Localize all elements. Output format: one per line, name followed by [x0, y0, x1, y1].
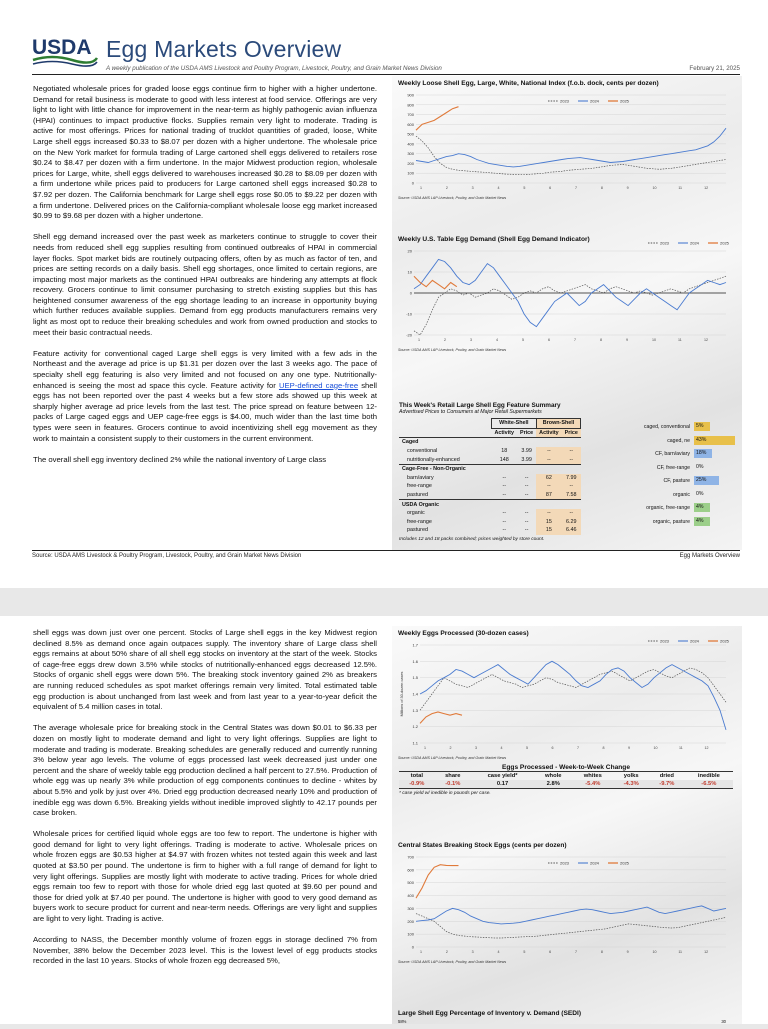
- header-rule: [32, 74, 740, 75]
- column-header: dried: [659, 773, 674, 779]
- x-tick-label: 10: [653, 746, 658, 750]
- x-tick-label: 2: [449, 746, 452, 750]
- cell-w-act: --: [502, 474, 507, 481]
- share-row: [612, 462, 740, 476]
- legend-label: 2025: [720, 240, 729, 246]
- legend-label: 2025: [720, 638, 729, 644]
- column-header: Activity: [492, 428, 517, 438]
- share-label: organic: [672, 491, 690, 498]
- share-value-bar: 5%: [694, 422, 710, 431]
- x-tick-label: 4: [496, 338, 498, 342]
- page-footer: [32, 553, 740, 559]
- share-label: caged, ne: [667, 437, 690, 444]
- table-row: [399, 447, 581, 456]
- chart-demand-indicator: [398, 236, 732, 352]
- cell-b-act: --: [536, 482, 561, 491]
- y-tick-label: 0: [411, 180, 414, 186]
- legend-label: 2024: [590, 98, 599, 104]
- x-tick-label: 6: [549, 186, 552, 190]
- x-tick-label: 5: [523, 186, 526, 190]
- y-tick-label: 1.3: [412, 707, 418, 713]
- feature-table: [399, 418, 581, 535]
- x-tick-label: 2: [445, 950, 448, 954]
- footer-rule: [32, 550, 740, 551]
- share-row: [612, 421, 740, 435]
- cell-w-pr: 3.99: [521, 448, 532, 455]
- cell-w-act: --: [502, 510, 507, 517]
- cell-b-pr: 7.58: [562, 491, 581, 500]
- paragraph-demand: Shell egg demand increased over the past week as marketers continue to struggle to cover their needs from reduced shell egg supplies resulting from continued outbreaks of HPAI in commercial layer flocks. Spot market bids are routinely outpacing offers, often by as much as factor of ten, and prices are setting records on a daily basis. Shell egg shortages, once limited to certain regions, are impacting most major markets as the continued HPAI outbreaks are hindering any attempts at flock recovery. Grocers continue to limit consumer purchasing to stretch existing supplies but this has heightened consumer awareness of the egg shortage leading to an increase in opportunity buying which further reduces available supplies. Demand from egg products manufacturers remains very light as most opt to reduce their breaking schedules and work from owned production and stocks to meet their basic contractual needs.: [33, 232, 377, 337]
- chart-title: Weekly U.S. Table Egg Demand (Shell Egg Demand Indicator): [398, 236, 590, 243]
- group-label: Cage-Free - Non-Organic: [399, 464, 581, 473]
- page-two: [0, 616, 768, 1024]
- x-tick-label: 11: [678, 338, 682, 342]
- y-tick-label: 300: [407, 905, 414, 911]
- legend-label: 2024: [690, 638, 699, 644]
- change-value: -0.9%: [409, 781, 425, 787]
- chart-loose-index: [398, 80, 732, 200]
- y-tick-label: 200: [407, 160, 414, 166]
- column-header: whites: [583, 773, 602, 779]
- uep-cage-free-link[interactable]: UEP-defined cage-free: [278, 380, 359, 390]
- share-label: organic, pasture: [652, 518, 690, 525]
- brown-shell-header: Brown-Shell: [536, 419, 581, 429]
- y-tick-label: 500: [407, 131, 414, 137]
- y-tick-label: -10: [406, 311, 412, 317]
- table-row: [399, 509, 581, 518]
- x-tick-label: 11: [679, 746, 683, 750]
- chart-breaking-stock: [398, 842, 732, 964]
- cell-w-act: --: [502, 518, 507, 525]
- cell-b-act: 62: [536, 474, 561, 483]
- table-row: [399, 482, 581, 491]
- share-label: CF, barn/aviary: [655, 451, 690, 457]
- chart-title: Weekly Loose Shell Egg, Large, White, National Index (f.o.b. dock, cents per dozen): [398, 80, 659, 87]
- chart-title: Large Shell Egg Percentage of Inventory v. Demand (SEDI): [398, 1010, 582, 1017]
- cell-b-pr: --: [562, 455, 581, 464]
- cell-name: free-range: [407, 518, 432, 525]
- x-tick-label: 9: [626, 950, 629, 954]
- usda-logo: [32, 34, 98, 68]
- processed-change-title: Eggs Processed - Week-to-Week Change: [501, 764, 630, 771]
- processed-change: [399, 764, 733, 796]
- share-value-bar: 25%: [694, 476, 719, 485]
- share-label: organic, free-range: [646, 505, 690, 511]
- x-tick-label: 6: [548, 338, 550, 342]
- x-tick-label: 4: [497, 186, 500, 190]
- y-tick-label: 1.6: [412, 658, 418, 664]
- y-tick-label: 20: [407, 248, 412, 254]
- x-tick-label: 7: [574, 338, 576, 342]
- share-label: CF, free-range: [656, 464, 690, 471]
- sedi-y-label: 58%: [398, 1019, 407, 1024]
- cell-name: pastured: [407, 492, 428, 499]
- processed-change-note: * case yield w/ inedible in pounds per case.: [399, 791, 491, 796]
- y-tick-label: 600: [407, 867, 414, 873]
- y-tick-label: 1.2: [412, 724, 418, 730]
- x-tick-label: 1: [420, 950, 422, 954]
- cell-w-pr: --: [524, 483, 529, 490]
- legend-label: 2025: [620, 98, 629, 104]
- cell-w-act: 18: [501, 448, 508, 455]
- y-tick-label: 500: [407, 880, 414, 886]
- cell-name: nutritionally-enhanced: [407, 456, 460, 463]
- cell-name: conventional: [407, 448, 438, 455]
- y-tick-label: 100: [407, 170, 414, 176]
- x-tick-label: 1: [424, 746, 426, 750]
- legend-label: 2023: [560, 860, 569, 866]
- legend-label: 2024: [590, 860, 599, 866]
- x-tick-label: 12: [704, 186, 709, 190]
- share-value-bar: 18%: [694, 449, 712, 458]
- column-header: total: [410, 773, 423, 779]
- x-tick-label: 8: [600, 950, 603, 954]
- share-row: [612, 475, 740, 489]
- series-line-2025: [416, 107, 459, 131]
- x-tick-label: 4: [497, 950, 500, 954]
- cell-w-pr: 3.99: [521, 456, 532, 463]
- feature-note: Includes 12 and 18 packs combined; prices weighted by store count.: [399, 536, 545, 542]
- share-value-bar: 0%: [696, 490, 704, 497]
- report-header: [32, 34, 740, 74]
- cell-b-pr: --: [562, 447, 581, 456]
- change-value: -6.5%: [701, 781, 717, 787]
- x-tick-label: 3: [470, 338, 472, 342]
- feature-subtitle: Advertised Prices to Consumers at Major Retail Supermarkets: [399, 409, 542, 415]
- column-header: yolks: [623, 773, 639, 779]
- cell-b-act: 87: [536, 491, 561, 500]
- x-tick-label: 12: [704, 950, 709, 954]
- cell-w-pr: --: [524, 518, 529, 525]
- legend-label: 2023: [660, 638, 669, 644]
- y-tick-label: 100: [407, 931, 414, 937]
- white-shell-header: White-Shell: [492, 419, 537, 429]
- paragraph-products: Wholesale prices for certified liquid whole eggs are too few to report. The undertone is higher with good demand for light to very light offerings. Trading is moderate to active. Wholesale prices on whole frozen eggs are $0.53 higher at $4.97 with frozen whites not tested again this week and last quoted at $3.50 per pound. The undertone is firm to higher with a full range of demand for light to very light offerings. Supplies are mostly light with moderate to active trading. Prices for whole dried eggs remain too few to report with those for whole dried egg last quoted at $9.60 per pound and those for dried yolk at $7.40 per pound. The undertone is higher with good to very good demand as buyers work to secure product for current and near-term needs. Offerings are very light and supplies are light to very light. Trading is active.: [33, 829, 377, 924]
- series-line-2023: [416, 136, 726, 175]
- x-tick-label: 10: [652, 338, 656, 342]
- feature-title: This Week's Retail Large Shell Egg Feature Summary: [399, 402, 561, 409]
- cell-b-pr: 7.99: [562, 474, 581, 483]
- table-row: [399, 455, 581, 464]
- change-value: -9.7%: [659, 781, 675, 787]
- feature-share-bars: [612, 421, 740, 529]
- x-tick-label: 8: [600, 186, 603, 190]
- cell-b-pr: --: [562, 482, 581, 491]
- legend-label: 2023: [660, 240, 669, 246]
- paragraph-breaking: The average wholesale price for breaking stock in the Central States was down $0.01 to $6.33 per dozen on mostly light to moderate demand and light to very light offerings. Supplies are light to moderate and trading is moderate. Breaking schedules are generally reduced and currently running 3% below year ago levels. The volume of eggs processed last week decreased just under one percent and the share of weekly table egg production declined a half percent to 27.5%. Production of whole egg was up nearly 3% while production of egg components continues to decline - whites by about 5.5% and yolk by just over 4%. Dried egg production decreased nearly 10% and production of inedible egg was down 6.5%. Breaking yields without inedible improved slightly to 42.17 pounds per case broken.: [33, 723, 377, 818]
- chart-source: Source: USDA AMS L&P Livestock, Poultry, and Grain Market News: [398, 196, 507, 200]
- cell-b-act: --: [536, 509, 561, 518]
- x-tick-label: 12: [704, 338, 708, 342]
- cell-w-act: --: [502, 483, 507, 490]
- x-tick-label: 7: [575, 950, 577, 954]
- loose-index-plot: [398, 89, 732, 191]
- y-axis-label: Millions of 30-dozen cases: [400, 671, 404, 717]
- group-label: Caged: [399, 438, 581, 447]
- report-date: February 21, 2025: [689, 65, 740, 72]
- report-title: Egg Markets Overview: [106, 36, 342, 62]
- share-value-bar: 43%: [694, 436, 735, 445]
- y-tick-label: 1.5: [412, 675, 418, 681]
- x-tick-label: 10: [652, 950, 657, 954]
- paragraph-stocks: shell eggs was down just over one percent. Stocks of Large shell eggs in the key Midwest region declined 8.5% as demand once again outpaces supply. The inventory share of Large class shell eggs remains at about 50% share of all shell egg stocks on inventory at the start of the week. Stocks of cage-free eggs drew down 3.5% while stocks of nutritionally-enhanced eggs decreased 12.5%. Stocks of organic shell eggs were down 5%. The breaking stock inventory gained 2% as breakers are running reduced schedules as spot market offerings remain very limited. Total estimated table egg production is about unchanged from last week and from last year to a year-to-year deficit the equivalent of 5.4 million cases in total.: [33, 628, 377, 712]
- series-line-2023: [420, 668, 726, 710]
- series-line-2023: [414, 276, 726, 335]
- x-tick-label: 12: [704, 746, 709, 750]
- cell-name: pastured: [407, 527, 428, 534]
- share-row: [612, 516, 740, 530]
- x-tick-label: 9: [626, 186, 629, 190]
- y-tick-label: 700: [407, 854, 414, 860]
- x-tick-label: 6: [549, 950, 552, 954]
- y-tick-label: 1.4: [412, 691, 418, 697]
- page-two-text: [33, 628, 377, 978]
- chart-source: Source: USDA AMS L&P Livestock, Poultry, and Grain Market News: [398, 756, 507, 760]
- eggs-processed-plot: [398, 639, 732, 751]
- x-tick-label: 6: [551, 746, 554, 750]
- change-value: 2.8%: [546, 781, 560, 787]
- cell-name: free-range: [407, 483, 432, 490]
- x-tick-label: 8: [602, 746, 605, 750]
- cell-b-act: 15: [536, 518, 561, 527]
- y-tick-label: 1.1: [412, 740, 418, 746]
- column-header: case yield*: [487, 773, 518, 779]
- column-header: whole: [545, 773, 562, 779]
- cell-w-pr: --: [524, 510, 529, 517]
- cell-b-pr: 6.46: [562, 526, 581, 535]
- x-tick-label: 2: [444, 338, 446, 342]
- processed-change-table: [399, 771, 733, 789]
- x-tick-label: 4: [500, 746, 503, 750]
- share-value-bar: 0%: [696, 463, 704, 470]
- chart-sedi: [398, 1010, 732, 1029]
- cell-b-act: --: [536, 447, 561, 456]
- x-tick-label: 7: [577, 746, 579, 750]
- x-tick-label: 9: [626, 338, 628, 342]
- change-value: 0.17: [496, 781, 509, 787]
- y-tick-label: 0: [409, 290, 412, 296]
- cell-w-pr: --: [524, 474, 529, 481]
- share-value-bar: 4%: [694, 503, 710, 512]
- cell-name: organic: [407, 510, 425, 517]
- group-label: USDA Organic: [399, 500, 581, 509]
- change-value: -0.1%: [445, 781, 461, 787]
- share-value-bar: 4%: [694, 517, 710, 526]
- x-tick-label: 5: [522, 338, 524, 342]
- y-tick-label: 0: [411, 944, 414, 950]
- paragraph-features: Feature activity for conventional caged Large shell eggs is very limited with a few ads in the Northeast and the average ad price is up $1.31 per dozen over the last 3 weeks ago. The pace of specialty shell egg featuring is also very limited and not focused on any one type. Nutritionally-enhanced is seeing the most ad space this cycle. Feature activity for UEP-defined cage-free shell eggs has not been reported over the past 4 weeks but a few store ads showed up this week at sharply higher average ad price levels from the last test. The price spread on feature between 12-packs of Large caged eggs and UEP cage-free eggs is $4.00, much wider than the last time both types were seen in features. Grocers continue to avoid incentivizing shell egg movement as they work to maintain a consistent supply to their customers in the current environment.: [33, 348, 378, 443]
- cell-w-act: --: [502, 492, 507, 499]
- sedi-right-label: 30: [721, 1019, 726, 1024]
- x-tick-label: 3: [471, 950, 474, 954]
- y-tick-label: 300: [407, 151, 414, 157]
- table-row: [399, 491, 581, 500]
- column-header: share: [445, 773, 461, 779]
- chart-source: Source: USDA AMS L&P Livestock, Poultry, and Grain Market News: [398, 960, 507, 964]
- share-row: [612, 435, 740, 449]
- x-tick-label: 5: [526, 746, 528, 750]
- cell-b-pr: 6.29: [562, 518, 581, 527]
- series-line-2024: [420, 661, 726, 730]
- series-line-2025: [420, 712, 462, 723]
- x-tick-label: 3: [475, 746, 477, 750]
- chart-title: Central States Breaking Stock Eggs (cents per dozen): [398, 842, 567, 849]
- column-header: Activity: [536, 428, 561, 438]
- footer-source: Source: USDA AMS Livestock & Poultry Program, Livestock, Poultry, and Grain Market News Division: [32, 553, 302, 559]
- x-tick-label: 5: [523, 950, 526, 954]
- svg-text:USDA: USDA: [32, 36, 92, 59]
- table-row: [399, 526, 581, 535]
- table-row: [399, 518, 581, 527]
- x-tick-label: 7: [575, 186, 577, 190]
- share-label: CF, pasture: [663, 478, 690, 484]
- page-one-text: [33, 84, 377, 476]
- y-tick-label: -20: [406, 332, 412, 338]
- breaking-stock-plot: [398, 851, 732, 955]
- chart-source: Source: USDA AMS L&P Livestock, Poultry, and Grain Market News: [398, 348, 507, 352]
- x-tick-label: 11: [678, 186, 683, 190]
- x-tick-label: 1: [420, 186, 422, 190]
- paragraph-prices: Negotiated wholesale prices for graded loose eggs continue firm to higher with a higher undertone. Demand for retail business is moderate to good with less interest at food service. Offerings are very light to light with little chance for improvement in the near-term as highly pathogenic avian influenza (HPAI) continues to impact productive flocks. Supplies remain very light to moderate. Trading is active for most offerings. Prices for national trading of trucklot quantities of graded, loose, White Large shell eggs increased $0.33 to $8.07 per dozen with a higher undertone. The wholesale price on the New York market for formula trading of Large cartoned shell eggs delivered to retailers rose $0.24 to $8.47 per dozen with a firm undertone. In the major Midwest production region, wholesale prices for Large, white, shell eggs delivered to warehouses increased $0.28 to $8.09 per dozen with a firm undertone while prices paid to producers for Large cartoned shell eggs increased $0.28 to $7.92 per dozen. The California benchmark for Large shell eggs rose $0.05 to $9.22 per dozen with a firm undertone. Delivered prices on the California-compliant wholesale loose egg market increased $0.99 to $9.68 per dozen with a higher undertone.: [33, 84, 377, 221]
- y-tick-label: 200: [407, 918, 414, 924]
- x-tick-label: 8: [600, 338, 602, 342]
- share-row: [612, 448, 740, 462]
- y-tick-label: 1.7: [412, 642, 418, 648]
- table-row: [399, 474, 581, 483]
- report-subtitle: A weekly publication of the USDA AMS Livestock and Poultry Program, Livestock, Poultry, and Grain Market News Division: [106, 65, 442, 72]
- share-row: [612, 502, 740, 516]
- footer-title: Egg Markets Overview: [679, 553, 740, 559]
- legend-label: 2023: [560, 98, 569, 104]
- cell-name: barn/aviary: [407, 474, 434, 481]
- x-tick-label: 11: [678, 950, 683, 954]
- share-label: caged, conventional: [643, 424, 690, 430]
- legend-label: 2025: [620, 860, 629, 866]
- y-tick-label: 800: [407, 102, 414, 108]
- column-header: Price: [517, 428, 536, 438]
- y-tick-label: 700: [407, 112, 414, 118]
- y-tick-label: 600: [407, 121, 414, 127]
- x-tick-label: 1: [418, 338, 420, 342]
- x-tick-label: 2: [445, 186, 448, 190]
- x-tick-label: 9: [628, 746, 630, 750]
- y-tick-label: 400: [407, 141, 414, 147]
- demand-indicator-plot: [398, 240, 732, 343]
- series-line-2025: [414, 276, 457, 289]
- cell-b-pr: --: [562, 509, 581, 518]
- chart-eggs-processed: [398, 630, 732, 760]
- legend-label: 2024: [690, 240, 699, 246]
- column-header: inedible: [697, 773, 720, 779]
- cell-b-act: --: [536, 455, 561, 464]
- paragraph-nass: According to NASS, the December monthly volume of frozen eggs in storage declined 7% from November, 38% below the December 2023 level. This is the lowest level of egg products stocks recorded in the last 10 years. Stocks of whole frozen egg decreased 5%,: [33, 935, 377, 966]
- cell-w-act: 148: [499, 456, 509, 463]
- y-tick-label: 400: [407, 893, 414, 899]
- cell-w-pr: --: [524, 492, 529, 499]
- cell-w-pr: --: [524, 527, 529, 534]
- y-tick-label: 10: [407, 269, 412, 275]
- cell-w-act: --: [502, 527, 507, 534]
- change-value: -4.3%: [623, 781, 639, 787]
- x-tick-label: 10: [652, 186, 657, 190]
- change-value: -5.4%: [585, 781, 601, 787]
- column-header: Price: [562, 428, 581, 438]
- cell-b-act: 15: [536, 526, 561, 535]
- chart-title: Weekly Eggs Processed (30-dozen cases): [398, 630, 529, 637]
- share-row: [612, 489, 740, 503]
- y-tick-label: 900: [407, 92, 414, 98]
- x-tick-label: 3: [471, 186, 474, 190]
- paragraph-inventory: The overall shell egg inventory declined 2% while the national inventory of Large class: [33, 454, 327, 464]
